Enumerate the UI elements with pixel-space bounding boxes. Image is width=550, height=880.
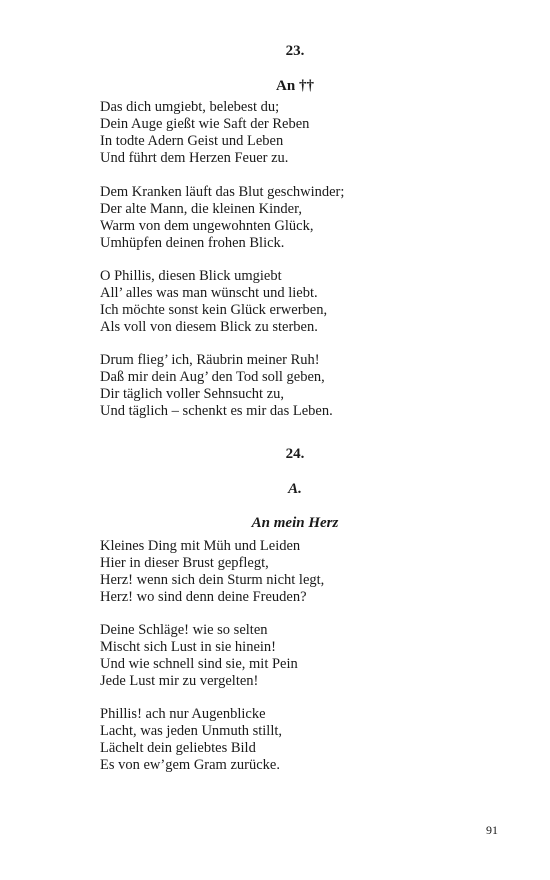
verse-line: Und täglich – schenkt es mir das Leben. <box>100 403 333 419</box>
poem-23-stanza-4 <box>100 352 490 420</box>
verse-line: Herz! wo sind denn deine Freuden? <box>100 589 307 605</box>
verse-line: Daß mir dein Aug’ den Tod soll geben, <box>100 369 325 385</box>
poem-number-23: 23. <box>285 43 305 59</box>
verse-line: Herz! wenn sich dein Sturm nicht legt, <box>100 572 325 588</box>
poem-label-24: A. <box>288 481 302 497</box>
verse-line: Jede Lust mir zu vergelten! <box>100 673 259 689</box>
verse-line: Das dich umgiebt, belebest du; <box>100 99 280 115</box>
poem-24-stanza-1 <box>100 538 490 606</box>
verse-line: Warm von dem ungewohnten Glück, <box>100 218 314 234</box>
verse-line: Kleines Ding mit Müh und Leiden <box>100 538 301 554</box>
verse-line: All’ alles was man wünscht und liebt. <box>100 285 318 301</box>
poem-number-24: 24. <box>285 446 305 462</box>
verse-line: Ich möchte sonst kein Glück erwerben, <box>100 302 328 318</box>
verse-line: O Phillis, diesen Blick umgiebt <box>100 268 282 284</box>
poem-title-24: An mein Herz <box>251 515 339 531</box>
verse-line: Als voll von diesem Blick zu sterben. <box>100 319 318 335</box>
poem-title-23: An †† <box>276 78 314 94</box>
poem-23-stanza-3 <box>100 268 490 336</box>
verse-line: Umhüpfen deinen frohen Blick. <box>100 235 285 251</box>
verse-line: Es von ew’gem Gram zurücke. <box>100 757 280 773</box>
poem-24-stanza-2 <box>100 622 490 690</box>
page-number: 91 <box>486 823 498 837</box>
poem-23-stanza-2 <box>100 184 490 252</box>
verse-line: Deine Schläge! wie so selten <box>100 622 268 638</box>
verse-line: Der alte Mann, die kleinen Kinder, <box>100 201 302 217</box>
verse-line: Phillis! ach nur Augenblicke <box>100 706 266 722</box>
verse-line: Dein Auge gießt wie Saft der Reben <box>100 116 310 132</box>
verse-line: Und führt dem Herzen Feuer zu. <box>100 150 289 166</box>
verse-line: Lächelt dein geliebtes Bild <box>100 740 256 756</box>
verse-line: Dem Kranken läuft das Blut geschwinder; <box>100 184 345 200</box>
poem-23-stanza-1 <box>100 99 490 167</box>
poem-24-stanza-3 <box>100 706 490 774</box>
verse-line: Hier in dieser Brust gepflegt, <box>100 555 269 571</box>
verse-line: Und wie schnell sind sie, mit Pein <box>100 656 298 672</box>
verse-line: Mischt sich Lust in sie hinein! <box>100 639 276 655</box>
verse-line: Dir täglich voller Sehnsucht zu, <box>100 386 285 402</box>
verse-line: In todte Adern Geist und Leben <box>100 133 284 149</box>
verse-line: Drum flieg’ ich, Räubrin meiner Ruh! <box>100 352 320 368</box>
verse-line: Lacht, was jeden Unmuth stillt, <box>100 723 283 739</box>
